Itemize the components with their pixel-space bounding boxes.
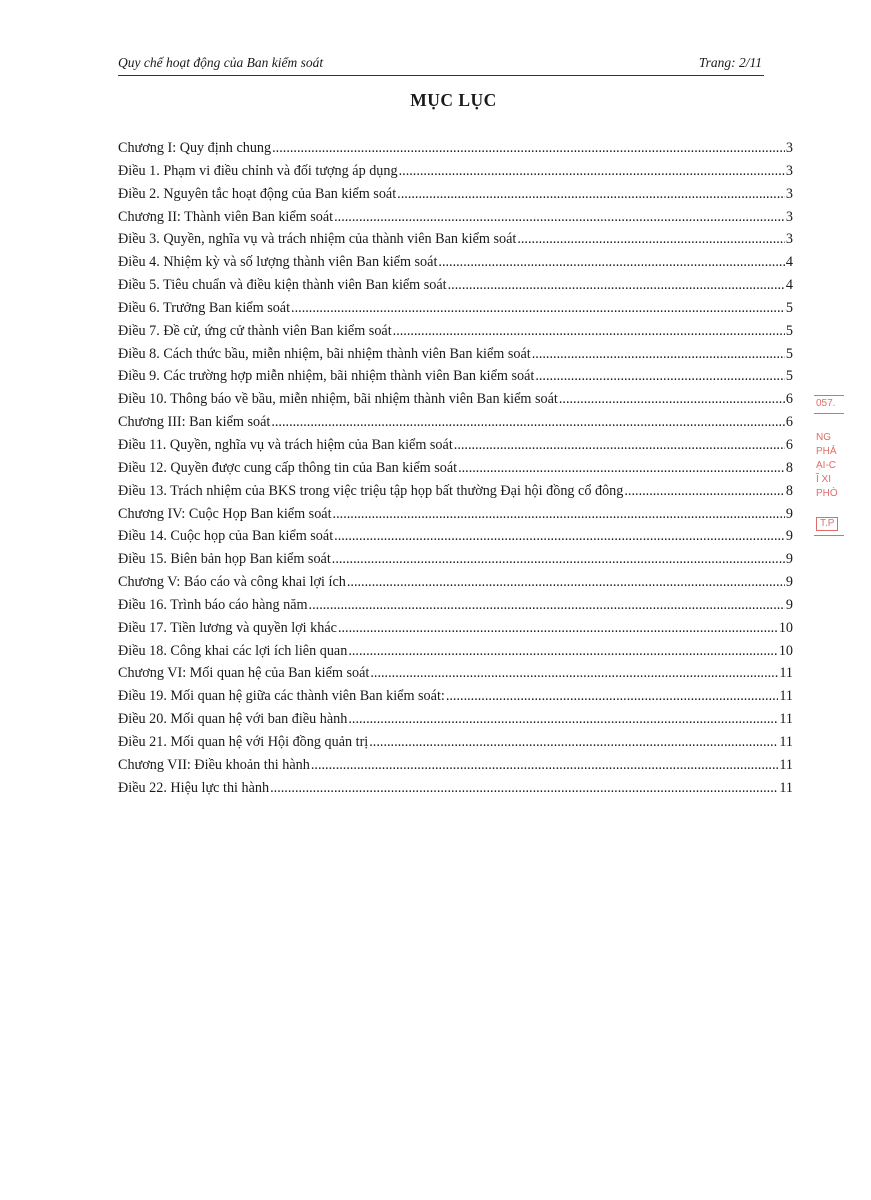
- red-seal-stamp: [814, 395, 854, 545]
- toc-dot-leader: [347, 574, 785, 591]
- toc-dot-leader: [438, 254, 785, 271]
- toc-heading: MỤC LỤC: [410, 90, 497, 110]
- toc-entry[interactable]: [118, 300, 793, 323]
- toc-entry-page: 5: [785, 322, 793, 339]
- toc-entry-label: Điều 16. Trình báo cáo hàng năm: [118, 596, 308, 613]
- toc-dot-leader: [517, 231, 785, 248]
- toc-entry-label: Điều 20. Mối quan hệ với ban điều hành: [118, 711, 348, 728]
- toc-entry[interactable]: [118, 460, 793, 483]
- toc-entry-label: Điều 14. Cuộc họp của Ban kiểm soát: [118, 528, 334, 545]
- toc-entry[interactable]: [118, 665, 793, 688]
- document-title: Quy chế hoạt động của Ban kiểm soát: [118, 55, 324, 70]
- toc-entry-label: Điều 8. Cách thức bầu, miễn nhiệm, bãi nhiệm thành viên Ban kiểm soát: [118, 345, 531, 362]
- stamp-text: ẠI-C: [816, 460, 836, 471]
- toc-dot-leader: [333, 506, 785, 523]
- toc-entry[interactable]: [118, 551, 793, 574]
- toc-dot-leader: [399, 163, 785, 180]
- toc-entry-page: 9: [785, 505, 793, 522]
- toc-entry-page: 3: [785, 231, 793, 248]
- toc-entry[interactable]: [118, 620, 793, 643]
- toc-entry-page: 8: [785, 482, 793, 499]
- toc-entry-label: Chương I: Quy định chung: [118, 140, 272, 156]
- stamp-text: PHÒ: [816, 488, 838, 499]
- toc-entry-page: 11: [779, 711, 793, 728]
- toc-entry-label: Điều 6. Trưởng Ban kiểm soát: [118, 299, 291, 316]
- toc-entry-page: 6: [785, 414, 793, 431]
- toc-entry-page: 4: [785, 254, 793, 271]
- toc-dot-leader: [446, 688, 779, 705]
- toc-entry-page: 4: [785, 277, 793, 294]
- toc-entry-page: 9: [785, 596, 793, 613]
- toc-entry-page: 5: [785, 345, 793, 362]
- toc-entry-page: 3: [785, 162, 793, 179]
- toc-dot-leader: [332, 551, 785, 568]
- toc-entry[interactable]: [118, 734, 793, 757]
- toc-entry-label: Điều 5. Tiêu chuẩn và điều kiện thành viên Ban kiểm soát: [118, 277, 447, 294]
- toc-dot-leader: [348, 643, 777, 660]
- toc-entry-label: Chương V: Báo cáo và công khai lợi ích: [118, 574, 346, 591]
- page-header: [118, 53, 764, 76]
- toc-entry-label: Chương III: Ban kiểm soát: [118, 414, 271, 431]
- toc-dot-leader: [271, 414, 785, 431]
- toc-entry[interactable]: [118, 597, 793, 620]
- toc-dot-leader: [369, 734, 778, 751]
- toc-dot-leader: [291, 300, 785, 317]
- toc-entry-label: Điều 7. Đề cử, ứng cử thành viên Ban kiểm soát: [118, 322, 392, 339]
- toc-dot-leader: [458, 460, 785, 477]
- table-of-contents: [118, 140, 793, 802]
- stamp-text: 057.: [816, 398, 836, 409]
- toc-entry-label: Điều 3. Quyền, nghĩa vụ và trách nhiệm của thành viên Ban kiểm soát: [118, 231, 517, 248]
- toc-dot-leader: [338, 620, 778, 637]
- toc-dot-leader: [311, 757, 778, 774]
- toc-dot-leader: [535, 368, 785, 385]
- toc-entry-label: Điều 21. Mối quan hệ với Hội đồng quản trị: [118, 733, 369, 750]
- toc-dot-leader: [532, 346, 785, 363]
- toc-dot-leader: [270, 780, 778, 797]
- toc-entry-label: Điều 2. Nguyên tắc hoạt động của Ban kiểm soát: [118, 185, 397, 202]
- toc-entry-page: 11: [779, 665, 793, 682]
- toc-entry-page: 9: [785, 574, 793, 591]
- toc-dot-leader: [272, 140, 785, 157]
- toc-entry-label: Chương VI: Mối quan hệ của Ban kiểm soát: [118, 665, 370, 682]
- stamp-text: PHẢ: [816, 446, 837, 457]
- stamp-rule: [814, 395, 844, 396]
- toc-entry-label: Điều 17. Tiền lương và quyền lợi khác: [118, 619, 337, 636]
- toc-entry[interactable]: [118, 757, 793, 780]
- toc-dot-leader: [624, 483, 785, 500]
- toc-dot-leader: [448, 277, 785, 294]
- toc-dot-leader: [397, 186, 785, 203]
- toc-entry[interactable]: [118, 414, 793, 437]
- stamp-text: T.P: [816, 517, 838, 531]
- stamp-rule: [814, 535, 844, 536]
- stamp-text: NG: [816, 432, 831, 443]
- toc-entry-label: Điều 4. Nhiệm kỳ và số lượng thành viên Ban kiểm soát: [118, 254, 438, 271]
- toc-entry-page: 10: [778, 619, 793, 636]
- toc-entry[interactable]: [118, 483, 793, 506]
- toc-entry-page: 11: [779, 733, 793, 750]
- toc-entry-page: 11: [779, 756, 793, 773]
- toc-entry-page: 11: [779, 779, 793, 796]
- toc-dot-leader: [370, 665, 778, 682]
- toc-entry-page: 5: [785, 299, 793, 316]
- toc-entry[interactable]: [118, 346, 793, 369]
- toc-dot-leader: [559, 391, 785, 408]
- toc-entry-page: 6: [785, 391, 793, 408]
- toc-entry[interactable]: [118, 506, 793, 529]
- toc-entry[interactable]: [118, 391, 793, 414]
- toc-entry-label: Điều 1. Phạm vi điều chỉnh và đối tượng áp dụng: [118, 162, 398, 179]
- toc-entry-page: 3: [785, 140, 793, 156]
- toc-entry-label: Chương II: Thành viên Ban kiểm soát: [118, 208, 334, 225]
- toc-entry-label: Điều 22. Hiệu lực thi hành: [118, 779, 270, 796]
- toc-entry-label: Điều 12. Quyền được cung cấp thông tin của Ban kiểm soát: [118, 459, 458, 476]
- toc-entry[interactable]: [118, 574, 793, 597]
- toc-entry-label: Điều 19. Mối quan hệ giữa các thành viên Ban kiểm soát:: [118, 688, 445, 705]
- toc-entry[interactable]: [118, 368, 793, 391]
- page-number: Trang: 2/11: [698, 55, 762, 70]
- toc-entry-label: Chương IV: Cuộc Họp Ban kiểm soát: [118, 505, 332, 522]
- toc-entry[interactable]: [118, 643, 793, 666]
- toc-entry-page: 3: [785, 208, 793, 225]
- toc-dot-leader: [393, 323, 785, 340]
- toc-entry[interactable]: [118, 711, 793, 734]
- toc-entry-label: Điều 18. Công khai các lợi ích liên quan: [118, 642, 348, 659]
- toc-entry[interactable]: [118, 437, 793, 460]
- toc-entry-label: Điều 11. Quyền, nghĩa vụ và trách hiệm của Ban kiểm soát: [118, 436, 453, 453]
- toc-entry-label: Chương VII: Điều khoản thi hành: [118, 756, 310, 773]
- toc-entry-page: 9: [785, 551, 793, 568]
- toc-entry[interactable]: [118, 186, 793, 209]
- stamp-rule: [814, 413, 844, 414]
- toc-entry-page: 8: [785, 459, 793, 476]
- toc-entry-label: Điều 10. Thông báo về bầu, miễn nhiệm, bãi nhiệm thành viên Ban kiểm soát: [118, 391, 558, 408]
- toc-entry-page: 3: [785, 185, 793, 202]
- toc-entry[interactable]: [118, 209, 793, 232]
- toc-dot-leader: [334, 209, 785, 226]
- toc-entry[interactable]: [118, 140, 793, 163]
- toc-entry[interactable]: [118, 163, 793, 186]
- toc-entry-label: Điều 15. Biên bản họp Ban kiểm soát: [118, 551, 331, 568]
- toc-entry[interactable]: [118, 780, 793, 803]
- stamp-text: Ĩ XI: [816, 474, 832, 485]
- toc-entry[interactable]: [118, 277, 793, 300]
- toc-entry-page: 5: [785, 368, 793, 385]
- toc-entry[interactable]: [118, 231, 793, 254]
- toc-entry[interactable]: [118, 254, 793, 277]
- toc-dot-leader: [348, 711, 778, 728]
- toc-entry[interactable]: [118, 528, 793, 551]
- toc-entry[interactable]: [118, 688, 793, 711]
- toc-entry-page: 9: [785, 528, 793, 545]
- toc-dot-leader: [454, 437, 785, 454]
- toc-entry-page: 10: [778, 642, 793, 659]
- toc-entry[interactable]: [118, 323, 793, 346]
- toc-entry-label: Điều 13. Trách nhiệm của BKS trong việc triệu tập họp bất thường Đại hội đồng cổ đông: [118, 482, 624, 499]
- toc-entry-page: 11: [779, 688, 793, 705]
- toc-entry-page: 6: [785, 436, 793, 453]
- toc-dot-leader: [334, 528, 785, 545]
- toc-entry-label: Điều 9. Các trường hợp miễn nhiệm, bãi nhiệm thành viên Ban kiểm soát: [118, 368, 535, 385]
- toc-dot-leader: [309, 597, 785, 614]
